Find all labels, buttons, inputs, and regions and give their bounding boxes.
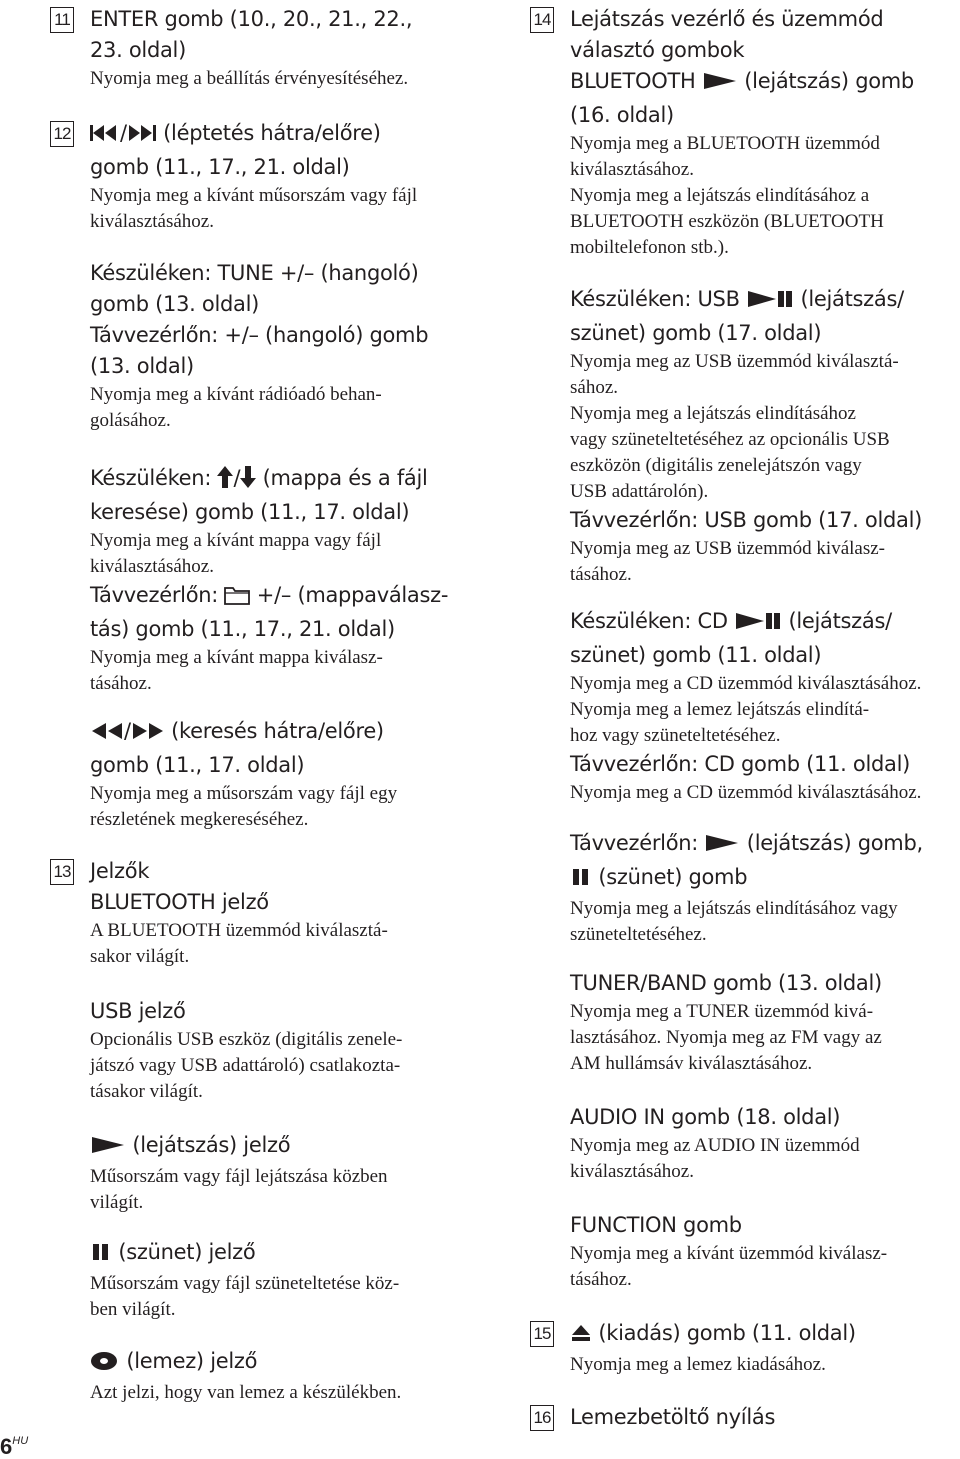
disc-icon [90,1349,120,1380]
description: Nyomja meg a BLUETOOTH üzemmód [570,133,880,154]
heading: (lemez) jelző [90,1346,401,1380]
heading: tás) gomb (11., 17., 21. oldal) [90,617,395,641]
next-track-icon [127,121,157,152]
description: Műsorszám vagy fájl lejátszása közben [90,1166,388,1187]
description: Nyomja meg a lemez lejátszás elindítá- [570,699,870,720]
description: BLUETOOTH eszközön (BLUETOOTH [570,211,884,232]
description: kiválasztásához. [570,1161,694,1182]
page-number: $6^{HU}$ [0,1434,29,1459]
description: golásához. [90,410,171,431]
folder-subsection [90,463,448,697]
description: Nyomja meg az USB üzemmód kiválasz- [570,538,886,559]
heading: Készüléken: CD (lejátszás/ [570,606,921,640]
heading: gomb (13. oldal) [90,292,260,316]
up-arrow-icon [217,466,233,497]
usb-button-subsection [570,284,922,588]
description: tásához. [570,564,632,585]
heading: TUNER/BAND gomb (13. oldal) [570,971,882,995]
description: tásához. [570,1269,632,1290]
description: Nyomja meg a TUNER üzemmód kivá- [570,1001,874,1022]
search-subsection [90,716,397,833]
description: tásához. [90,673,152,694]
heading: Jelzők [90,859,150,883]
heading: BLUETOOTH jelző [90,890,269,914]
description: Nyomja meg a kívánt rádióadó behan- [90,384,382,405]
description: Azt jelzi, hogy van lemez a készülékben. [90,1382,402,1403]
item-number: 12 [50,121,74,147]
description: kiválasztásához. [90,556,214,577]
usb-indicator-subsection [90,996,402,1105]
heading: Készüléken: TUNE +/– (hangoló) [90,261,419,285]
heading: FUNCTION gomb [570,1213,742,1237]
fast-forward-icon [131,719,165,750]
heading: Távvezérlőn: CD gomb (11. oldal) [570,752,911,776]
heading: / (keresés hátra/előre) [90,716,397,750]
heading: USB jelző [90,999,186,1023]
function-subsection [570,1210,887,1293]
heading: (szünet) jelző [90,1237,399,1271]
heading: ENTER gomb (10., 20., 21., 22., [90,7,413,31]
description: Nyomja meg a lejátszás elindításához a [570,185,870,206]
heading: Lejátszás vezérlő és üzemmód [570,7,884,31]
skip-heading-2: gomb (11., 17., 21. oldal) [90,155,350,179]
heading: 23. oldal) [90,38,186,62]
prev-track-icon [90,121,120,152]
item-number: 11 [50,7,74,33]
play-pause-icon [734,609,782,640]
skip-heading: / (léptetés hátra/előre) [90,118,417,152]
item-number: 13 [50,859,74,885]
description: Nyomja meg a kívánt mappa kiválasz- [90,647,383,668]
heading: (16. oldal) [570,103,674,127]
description: AM hullámsáv kiválasztásához. [570,1053,813,1074]
description: Nyomja meg a lejátszás elindításához [570,403,856,424]
description: Műsorszám vagy fájl szüneteltetése köz- [90,1273,400,1294]
description: Nyomja meg a lemez kiadásához. [570,1354,826,1375]
description: Nyomja meg a kívánt üzemmód kiválasz- [570,1243,888,1264]
description: világít. [90,1192,144,1213]
description: Nyomja meg a CD üzemmód kiválasztásához. [570,673,922,694]
description: Nyomja meg az AUDIO IN üzemmód [570,1135,860,1156]
heading: AUDIO IN gomb (18. oldal) [570,1105,841,1129]
pause-indicator-subsection [90,1237,399,1323]
description: kiválasztásához. [570,159,694,180]
down-arrow-icon [240,466,256,497]
folder-icon [224,583,250,614]
heading: Készüléken: USB (lejátszás/ [570,284,922,318]
pause-icon [90,1240,112,1271]
description: ben világít. [90,1299,176,1320]
item-number: 14 [530,7,554,33]
play-pause-icon [746,287,794,318]
description: Nyomja meg a CD üzemmód kiválasztásához. [570,782,922,803]
play-icon [702,69,738,100]
description: Nyomja meg a kívánt műsorszám vagy fájl [90,185,418,206]
description: tásakor világít. [90,1081,203,1102]
play-icon [704,831,740,862]
description: Nyomja meg a műsorszám vagy fájl egy [90,783,398,804]
heading: (lejátszás) jelző [90,1130,388,1164]
description: Opcionális USB eszköz (digitális zenele- [90,1029,403,1050]
play-indicator-subsection [90,1130,388,1216]
description: Nyomja meg az USB üzemmód kiválasztá- [570,351,899,372]
heading: szünet) gomb (11. oldal) [570,643,822,667]
description: játszó vagy USB adattároló) csatlakozta- [90,1055,401,1076]
cd-button-subsection [570,606,921,806]
description: eszközön (digitális zenelejátszón vagy [570,455,862,476]
description: szüneteltetéséhez. [570,924,707,945]
remote-play-subsection [570,828,923,948]
heading: Távvezérlőn: +/– (mappaválasz- [90,580,448,614]
description: USB adattárolón). [570,481,709,502]
item-number: 15 [530,1321,554,1347]
tuner-subsection [570,968,882,1077]
heading: Távvezérlőn: (lejátszás) gomb, [570,828,923,862]
description: Nyomja meg a lejátszás elindításához vagy [570,898,898,919]
heading: Készüléken: / (mappa és a fájl [90,463,448,497]
heading: (kiadás) gomb (11. oldal) [570,1318,856,1352]
heading: szünet) gomb (17. oldal) [570,321,822,345]
item-number: 16 [530,1405,554,1431]
tune-subsection [90,258,428,434]
description: részletének megkereséséhez. [90,809,309,830]
heading: (13. oldal) [90,354,194,378]
rewind-icon [90,719,124,750]
pause-icon [570,865,592,896]
play-icon [90,1133,126,1164]
heading: Távvezérlőn: +/– (hangoló) gomb [90,323,429,347]
heading: választó gombok [570,38,745,62]
description: Nyomja meg a beállítás érvényesítéséhez. [90,68,409,89]
audio-in-subsection [570,1102,860,1185]
description: sához. [570,377,619,398]
heading: BLUETOOTH (lejátszás) gomb [570,66,914,100]
description: sakor világít. [90,946,190,967]
description: hoz vagy szüneteltetéséhez. [570,725,781,746]
heading: Lemezbetöltő nyílás [570,1405,776,1429]
heading: gomb (11., 17. oldal) [90,753,305,777]
description: A BLUETOOTH üzemmód kiválasztá- [90,920,388,941]
heading: keresése) gomb (11., 17. oldal) [90,500,410,524]
description: kiválasztásához. [90,211,214,232]
disc-indicator-subsection [90,1346,401,1406]
description: Nyomja meg a kívánt mappa vagy fájl [90,530,382,551]
description: lasztásához. Nyomja meg az FM vagy az [570,1027,882,1048]
description: mobiltelefonon stb.). [570,237,729,258]
description: vagy szüneteltetéséhez az opcionális USB [570,429,890,450]
heading: Távvezérlőn: USB gomb (17. oldal) [570,508,923,532]
heading: (szünet) gomb [570,862,923,896]
eject-icon [570,1321,592,1352]
